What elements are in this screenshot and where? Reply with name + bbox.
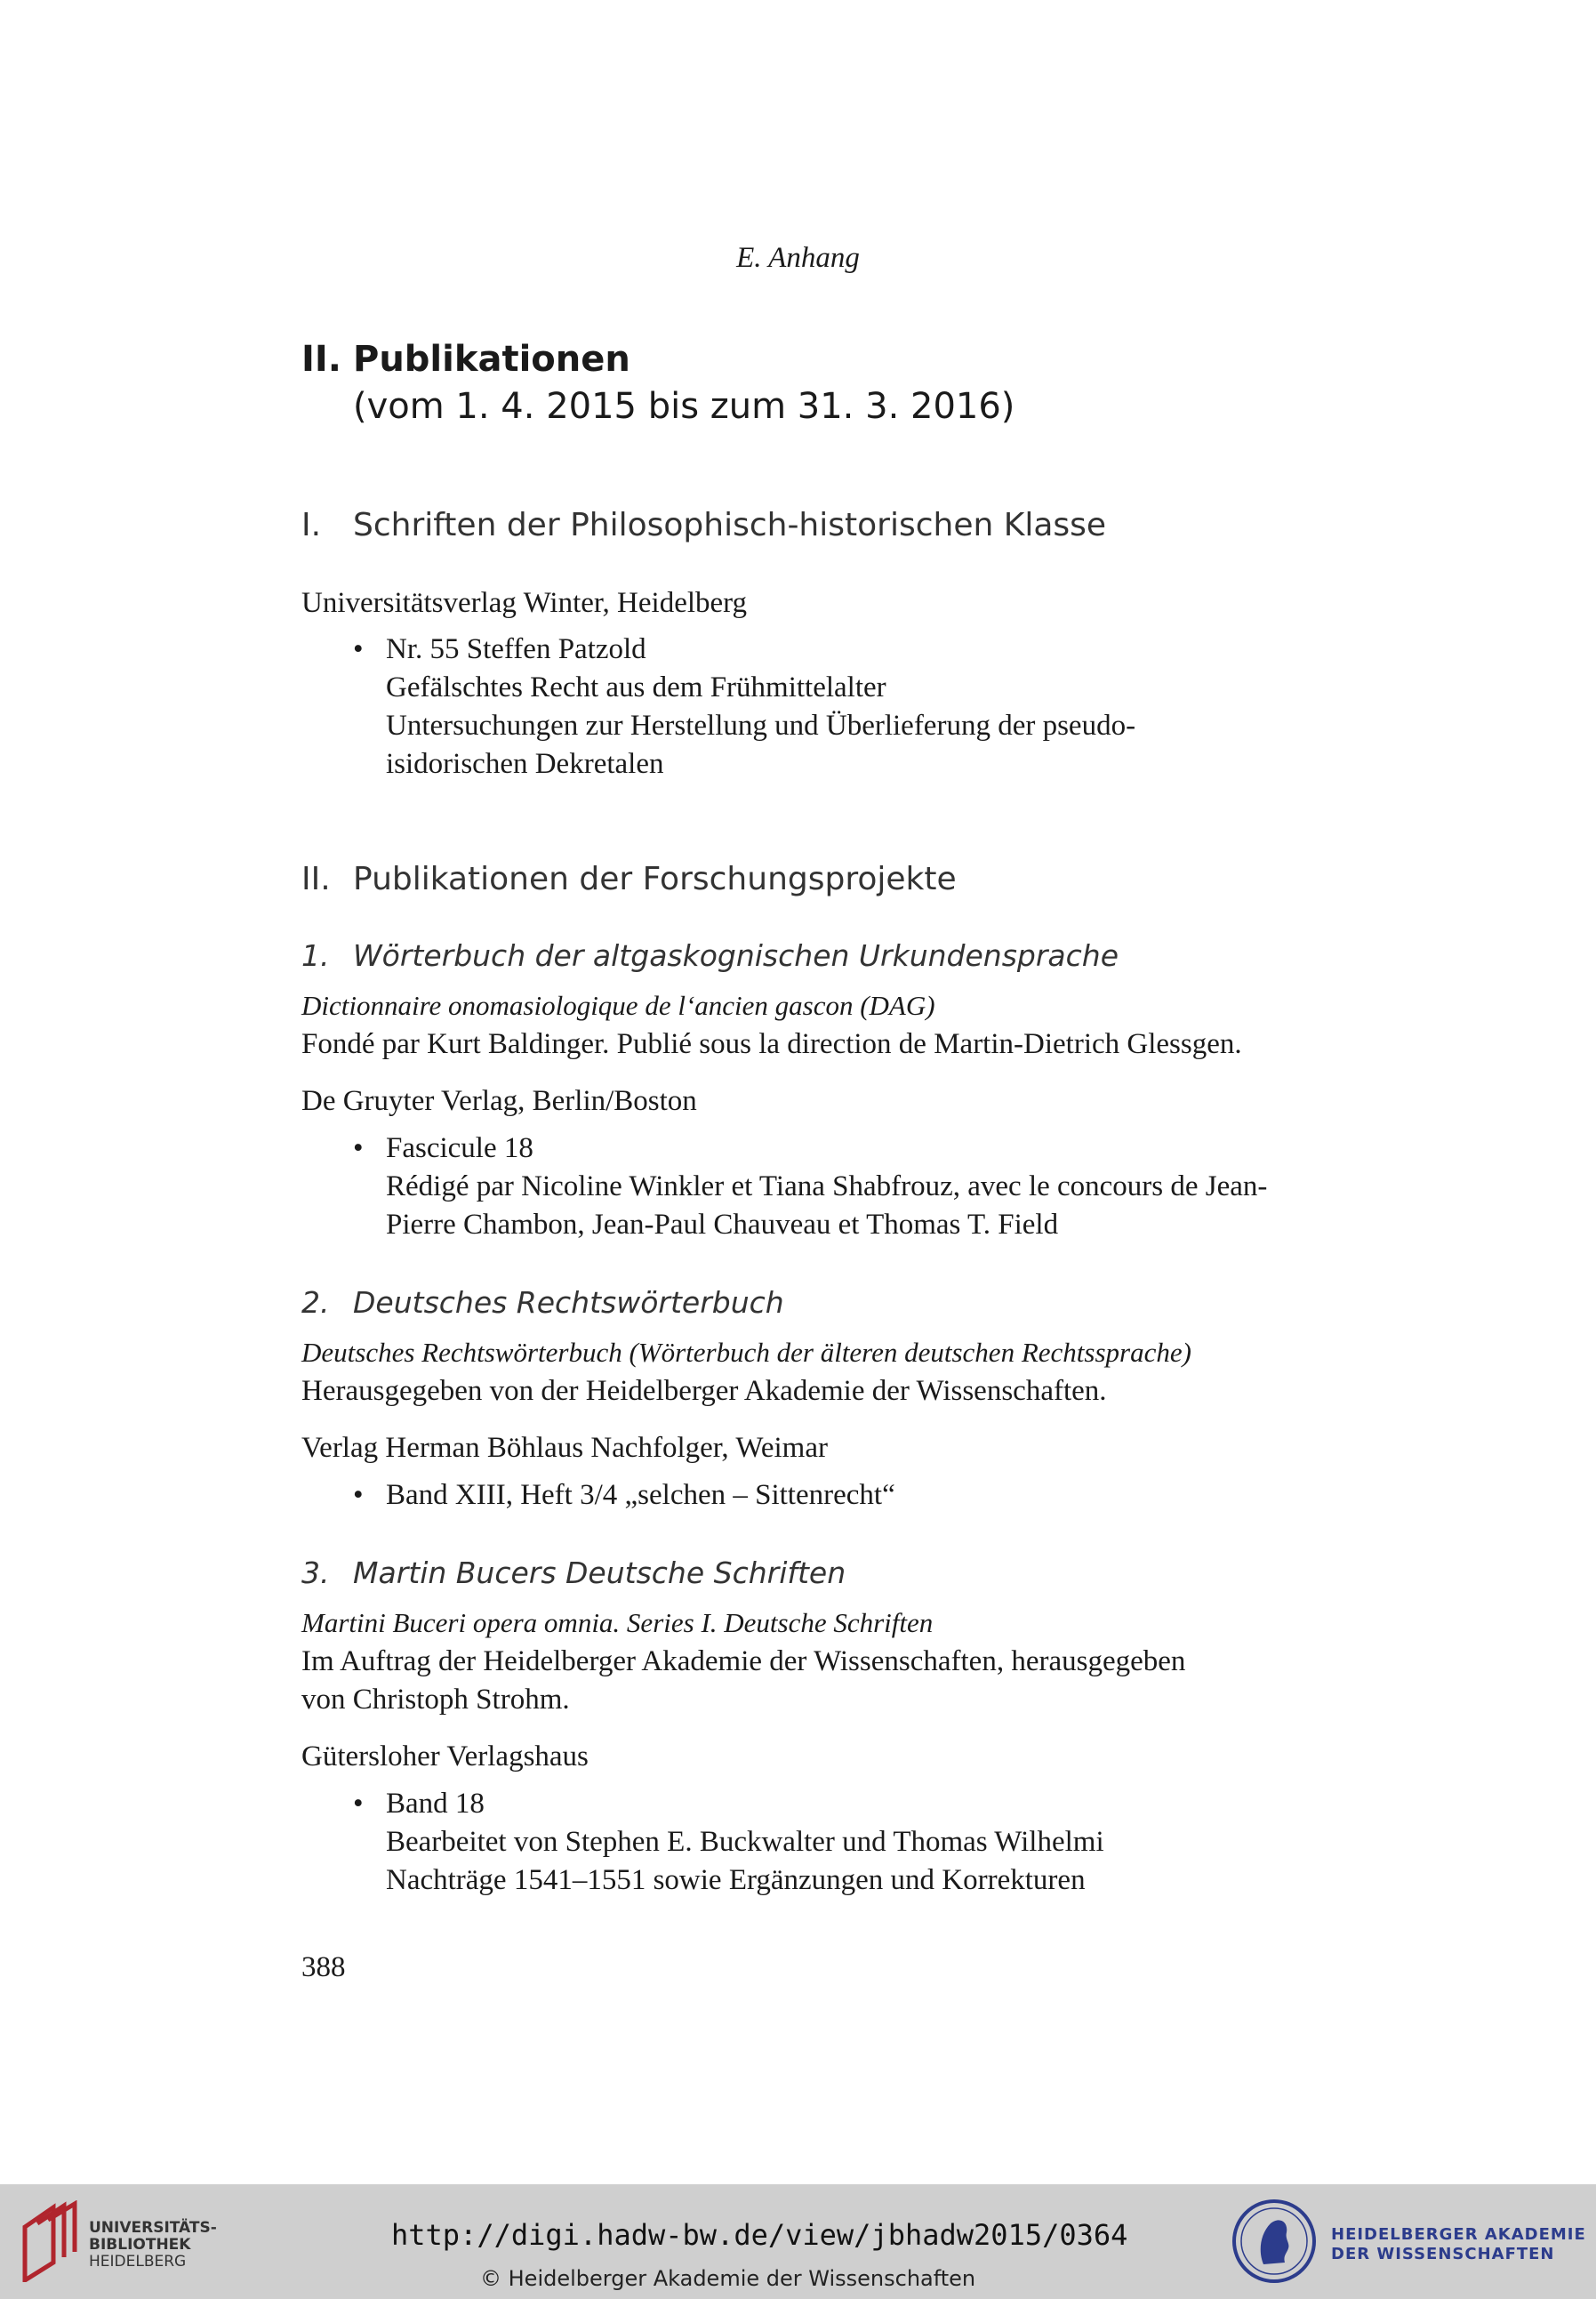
project-3-desc: Im Auftrag der Heidelberger Akademie der Wissenschaften, herausgegeben — [301, 1645, 1186, 1677]
project-1-title: Wörterbuch der altgaskognischen Urkundensprache — [353, 938, 1119, 973]
project-2-desc: Herausgegeben von der Heidelberger Akademie der Wissenschaften. — [301, 1375, 1107, 1407]
item-line: Pierre Chambon, Jean-Paul Chauveau et Thomas T. Field — [386, 1209, 1059, 1241]
source-url-link[interactable]: http://digi.hadw-bw.de/view/jbhadw2015/0364 — [391, 2218, 1128, 2252]
page-number: 388 — [301, 1951, 346, 1983]
item-line: Rédigé par Nicoline Winkler et Tiana Shabfrouz, avec le concours de Jean- — [386, 1170, 1268, 1202]
bullet: • — [353, 1479, 364, 1511]
section-1-publisher: Universitätsverlag Winter, Heidelberg — [301, 587, 748, 619]
ub-logo-line: BIBLIOTHEK — [89, 2236, 191, 2254]
item-line: Bearbeitet von Stephen E. Buckwalter und Thomas Wilhelmi — [386, 1826, 1104, 1858]
ub-logo-text — [89, 2220, 217, 2271]
section-2-number: II. — [301, 861, 331, 897]
section-1-title: Schriften der Philosophisch-historischen Klasse — [353, 507, 1107, 543]
project-2-number: 2. — [301, 1285, 330, 1320]
project-2-series: Deutsches Rechtswörterbuch (Wörterbuch der älteren deutschen Rechtssprache) — [301, 1337, 1191, 1368]
chapter-subtitle: (vom 1. 4. 2015 bis zum 31. 3. 2016) — [353, 386, 1015, 427]
bullet: • — [353, 1132, 364, 1164]
section-1-number: I. — [301, 507, 322, 543]
item-line: isidorischen Dekretalen — [386, 748, 664, 780]
chapter-title: Publikationen — [353, 339, 630, 380]
item-line: Untersuchungen zur Herstellung und Überlieferung der pseudo- — [386, 710, 1136, 742]
chapter-number: II. — [301, 339, 341, 380]
section-2-title: Publikationen der Forschungsprojekte — [353, 861, 957, 897]
ub-logo-line: HEIDELBERG — [89, 2253, 187, 2271]
hadw-logo-line: DER WISSENSCHAFTEN — [1331, 2245, 1555, 2263]
running-head: E. Anhang — [736, 242, 860, 274]
project-1-publisher: De Gruyter Verlag, Berlin/Boston — [301, 1085, 697, 1117]
project-2-publisher: Verlag Herman Böhlaus Nachfolger, Weimar — [301, 1432, 828, 1464]
bullet: • — [353, 1788, 364, 1820]
item-line: Band XIII, Heft 3/4 „selchen – Sittenrecht“ — [386, 1479, 895, 1511]
hadw-seal-icon — [1231, 2199, 1317, 2284]
project-3-series: Martini Buceri opera omnia. Series I. Deutsche Schriften — [301, 1607, 934, 1638]
item-line: Fascicule 18 — [386, 1132, 533, 1164]
ub-logo-icon — [18, 2200, 80, 2282]
project-3-title: Martin Bucers Deutsche Schriften — [353, 1555, 846, 1590]
project-3-publisher: Gütersloher Verlagshaus — [301, 1740, 589, 1772]
item-line: Band 18 — [386, 1788, 485, 1820]
project-3-number: 3. — [301, 1555, 330, 1590]
ub-logo-line: UNIVERSITÄTS- — [89, 2219, 217, 2237]
footer-bar — [0, 2184, 1596, 2299]
bullet: • — [353, 633, 364, 665]
copyright-text: © Heidelberger Akademie der Wissenschaften — [480, 2266, 976, 2291]
project-1-number: 1. — [301, 938, 330, 973]
item-line: Gefälschtes Recht aus dem Frühmittelalter — [386, 671, 886, 703]
hadw-logo-text — [1331, 2225, 1586, 2264]
project-3-desc: von Christoph Strohm. — [301, 1684, 570, 1716]
hadw-logo-line: HEIDELBERGER AKADEMIE — [1331, 2225, 1586, 2244]
item-line: Nachträge 1541–1551 sowie Ergänzungen und Korrekturen — [386, 1864, 1086, 1896]
item-line: Nr. 55 Steffen Patzold — [386, 633, 646, 665]
project-1-desc: Fondé par Kurt Baldinger. Publié sous la direction de Martin-Dietrich Glessgen. — [301, 1028, 1242, 1060]
project-1-series: Dictionnaire onomasiologique de l‘ancien gascon (DAG) — [301, 990, 935, 1021]
project-2-title: Deutsches Rechtswörterbuch — [353, 1285, 784, 1320]
